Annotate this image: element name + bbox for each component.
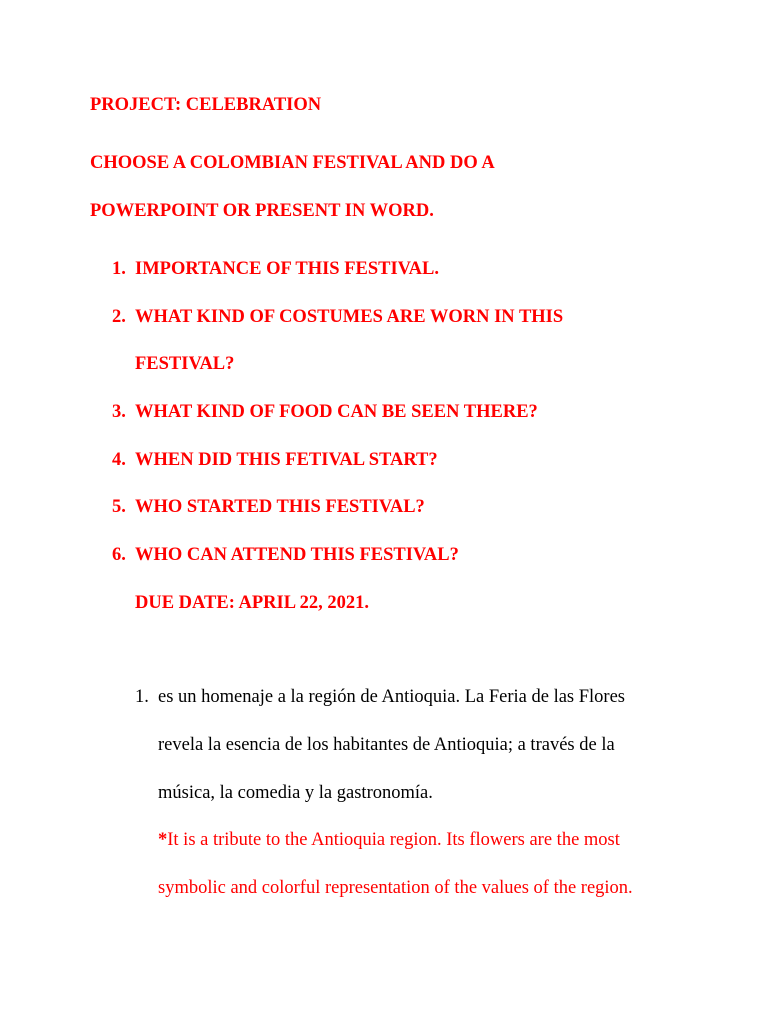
question-number: 4. xyxy=(112,450,126,470)
answer-english-text: It is a tribute to the Antioquia region. Its flowers are the most xyxy=(167,830,620,850)
question-text: WHO CAN ATTEND THIS FESTIVAL? xyxy=(135,545,459,565)
due-date: DUE DATE: APRIL 22, 2021. xyxy=(135,593,370,613)
answer-spanish-line: revela la esencia de los habitantes de Antioquia; a través de la xyxy=(158,735,615,755)
answer-spanish-line: música, la comedia y la gastronomía. xyxy=(158,783,433,803)
question-text: WHAT KIND OF COSTUMES ARE WORN IN THIS xyxy=(135,307,564,327)
question-text: WHAT KIND OF FOOD CAN BE SEEN THERE? xyxy=(135,402,538,422)
question-number: 6. xyxy=(112,545,126,565)
question-text: WHO STARTED THIS FESTIVAL? xyxy=(135,497,425,517)
question-text-continued: FESTIVAL? xyxy=(135,354,235,374)
asterisk-marker: * xyxy=(158,830,168,850)
answer-english-line xyxy=(158,829,620,851)
question-text: IMPORTANCE OF THIS FESTIVAL. xyxy=(135,259,439,279)
question-number: 2. xyxy=(112,307,126,327)
question-number: 5. xyxy=(112,497,126,517)
question-number: 3. xyxy=(112,402,126,422)
question-number: 1. xyxy=(112,259,126,279)
instruction-line-2: POWERPOINT OR PRESENT IN WORD. xyxy=(90,201,434,221)
answer-number: 1. xyxy=(135,687,149,707)
answer-spanish-line: es un homenaje a la región de Antioquia. La Feria de las Flores xyxy=(158,687,625,707)
answer-english-line: symbolic and colorful representation of the values of the region. xyxy=(158,878,633,898)
instruction-line-1: CHOOSE A COLOMBIAN FESTIVAL AND DO A xyxy=(90,153,495,173)
project-title: PROJECT: CELEBRATION xyxy=(90,95,322,115)
question-text: WHEN DID THIS FETIVAL START? xyxy=(135,450,438,470)
